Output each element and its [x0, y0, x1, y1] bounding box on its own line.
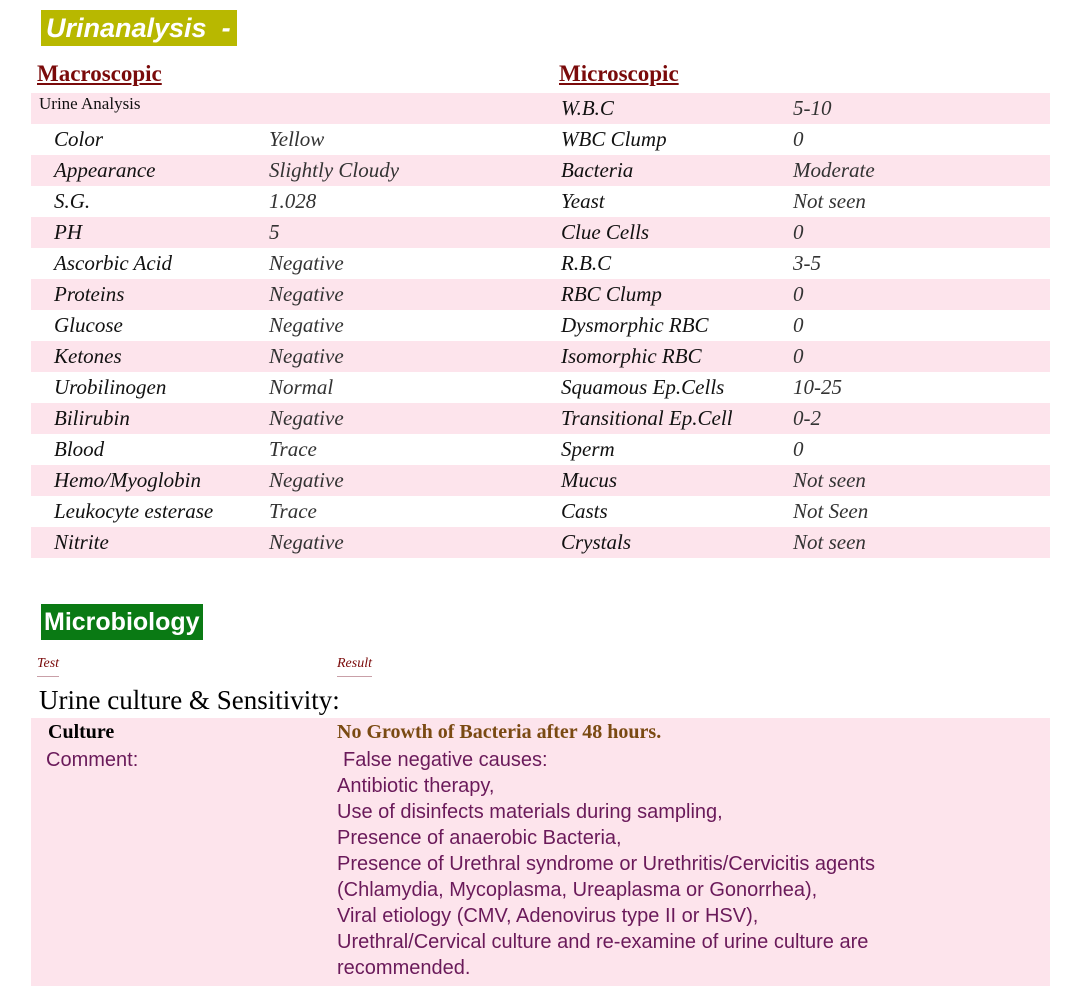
comment-line: Antibiotic therapy,: [337, 775, 495, 797]
microscopic-row: [540, 372, 1050, 403]
macroscopic-test-name: Ketones: [54, 344, 122, 368]
microscopic-row: [540, 186, 1050, 217]
macroscopic-row: [31, 124, 540, 155]
comment-line: Presence of Urethral syndrome or Urethritis/Cervicitis agents: [337, 853, 875, 875]
comment-text: [337, 747, 875, 981]
test-column-label: Test: [37, 654, 59, 677]
comment-line: Urethral/Cervical culture and re-examine of urine culture are: [337, 931, 869, 953]
microscopic-row: [540, 496, 1050, 527]
macroscopic-test-value: Trace: [269, 499, 317, 523]
microscopic-test-value: Not seen: [793, 530, 866, 554]
macroscopic-test-name: Urobilinogen: [54, 375, 167, 399]
macroscopic-test-value: Negative: [269, 251, 344, 275]
microscopic-test-name: Casts: [561, 499, 608, 523]
microscopic-test-name: Bacteria: [561, 158, 634, 182]
microscopic-test-name: Mucus: [561, 468, 617, 492]
macroscopic-test-name: PH: [54, 220, 82, 244]
microscopic-test-value: Not seen: [793, 189, 866, 213]
culture-label: Culture: [48, 721, 115, 743]
microscopic-test-value: 0: [793, 282, 804, 306]
microscopic-test-value: 0: [793, 437, 804, 461]
microscopic-row: [540, 155, 1050, 186]
microscopic-test-value: Moderate: [793, 158, 875, 182]
macroscopic-test-value: Negative: [269, 313, 344, 337]
microscopic-test-name: Transitional Ep.Cell: [561, 406, 733, 430]
microscopic-test-name: Clue Cells: [561, 220, 650, 244]
microscopic-test-value: 5-10: [793, 96, 832, 120]
microscopic-test-value: 0: [793, 344, 804, 368]
macroscopic-test-value: Slightly Cloudy: [269, 158, 400, 182]
microscopic-test-value: 0-2: [793, 406, 821, 430]
macroscopic-row: [31, 217, 540, 248]
macroscopic-test-value: Negative: [269, 530, 344, 554]
microscopic-test-value: Not seen: [793, 468, 866, 492]
macroscopic-test-name: Hemo/Myoglobin: [54, 468, 201, 492]
microscopic-row: [540, 248, 1050, 279]
microscopic-heading: Microscopic: [559, 61, 679, 86]
macroscopic-subheading: Urine Analysis: [39, 94, 141, 113]
comment-line: Viral etiology (CMV, Adenovirus type II or HSV),: [337, 905, 759, 927]
macroscopic-test-name: Proteins: [54, 282, 125, 306]
macroscopic-test-value: Negative: [269, 468, 344, 492]
microscopic-row: [540, 434, 1050, 465]
macroscopic-row: [31, 434, 540, 465]
comment-line: False negative causes:: [343, 749, 548, 771]
macroscopic-row: [31, 186, 540, 217]
macroscopic-test-value: Normal: [269, 375, 334, 399]
macroscopic-test-name: Ascorbic Acid: [54, 251, 173, 275]
macroscopic-test-name: Leukocyte esterase: [54, 499, 214, 523]
microscopic-row: [540, 310, 1050, 341]
microscopic-test-name: Yeast: [561, 189, 605, 213]
macroscopic-test-value: Negative: [269, 406, 344, 430]
macroscopic-row: [31, 496, 540, 527]
macroscopic-row: [31, 372, 540, 403]
microscopic-row: [540, 279, 1050, 310]
macroscopic-row: [31, 403, 540, 434]
microscopic-row: [540, 465, 1050, 496]
macroscopic-test-name: S.G.: [54, 189, 91, 213]
macroscopic-test-value: Negative: [269, 344, 344, 368]
microscopic-test-name: Crystals: [561, 530, 632, 554]
macroscopic-row: [31, 155, 540, 186]
culture-result: No Growth of Bacteria after 48 hours.: [337, 721, 662, 743]
microscopic-row: [540, 341, 1050, 372]
microscopic-test-name: R.B.C: [561, 251, 612, 275]
macroscopic-row: [31, 527, 540, 558]
microscopic-test-value: 0: [793, 127, 804, 151]
microscopic-row: [540, 403, 1050, 434]
macroscopic-test-value: 1.028: [269, 189, 317, 213]
microscopic-row: [540, 93, 1050, 124]
microscopic-test-name: RBC Clump: [561, 282, 662, 306]
microscopic-test-name: Squamous Ep.Cells: [561, 375, 725, 399]
microscopic-test-value: 0: [793, 220, 804, 244]
macroscopic-test-name: Nitrite: [54, 530, 109, 554]
comment-line: (Chlamydia, Mycoplasma, Ureaplasma or Gonorrhea),: [337, 879, 818, 901]
macroscopic-test-value: Yellow: [269, 127, 325, 151]
macroscopic-test-name: Glucose: [54, 313, 123, 337]
macroscopic-test-value: Trace: [269, 437, 317, 461]
microscopic-test-name: WBC Clump: [561, 127, 667, 151]
urinalysis-title: Urinanalysis -: [41, 10, 237, 46]
microscopic-test-name: W.B.C: [561, 96, 614, 120]
macroscopic-test-name: Color: [54, 127, 104, 151]
macroscopic-test-name: Appearance: [54, 158, 156, 182]
comment-line: recommended.: [337, 957, 471, 979]
comment-label: Comment:: [46, 749, 139, 771]
comment-line: Use of disinfects materials during sampling,: [337, 801, 723, 823]
macroscopic-test-name: Bilirubin: [54, 406, 130, 430]
macroscopic-test-value: 5: [269, 220, 280, 244]
culture-section-title: Urine culture & Sensitivity:: [39, 685, 340, 715]
microbiology-title: Microbiology: [41, 604, 203, 640]
macroscopic-test-name: Blood: [54, 437, 105, 461]
microscopic-row: [540, 124, 1050, 155]
microscopic-test-value: 0: [793, 313, 804, 337]
microscopic-test-value: 3-5: [793, 251, 821, 275]
macroscopic-row: [31, 310, 540, 341]
microscopic-test-value: Not Seen: [793, 499, 869, 523]
microscopic-test-name: Dysmorphic RBC: [561, 313, 709, 337]
macroscopic-heading: Macroscopic: [37, 61, 162, 86]
microscopic-row: [540, 217, 1050, 248]
microscopic-test-value: 10-25: [793, 375, 842, 399]
macroscopic-test-value: Negative: [269, 282, 344, 306]
microscopic-row: [540, 527, 1050, 558]
microscopic-test-name: Isomorphic RBC: [561, 344, 702, 368]
macroscopic-row: [31, 248, 540, 279]
macroscopic-row: [31, 465, 540, 496]
microscopic-test-name: Sperm: [561, 437, 615, 461]
macroscopic-row: [31, 341, 540, 372]
comment-line: Presence of anaerobic Bacteria,: [337, 827, 622, 849]
macroscopic-row: [31, 279, 540, 310]
result-column-label: Result: [337, 654, 372, 677]
